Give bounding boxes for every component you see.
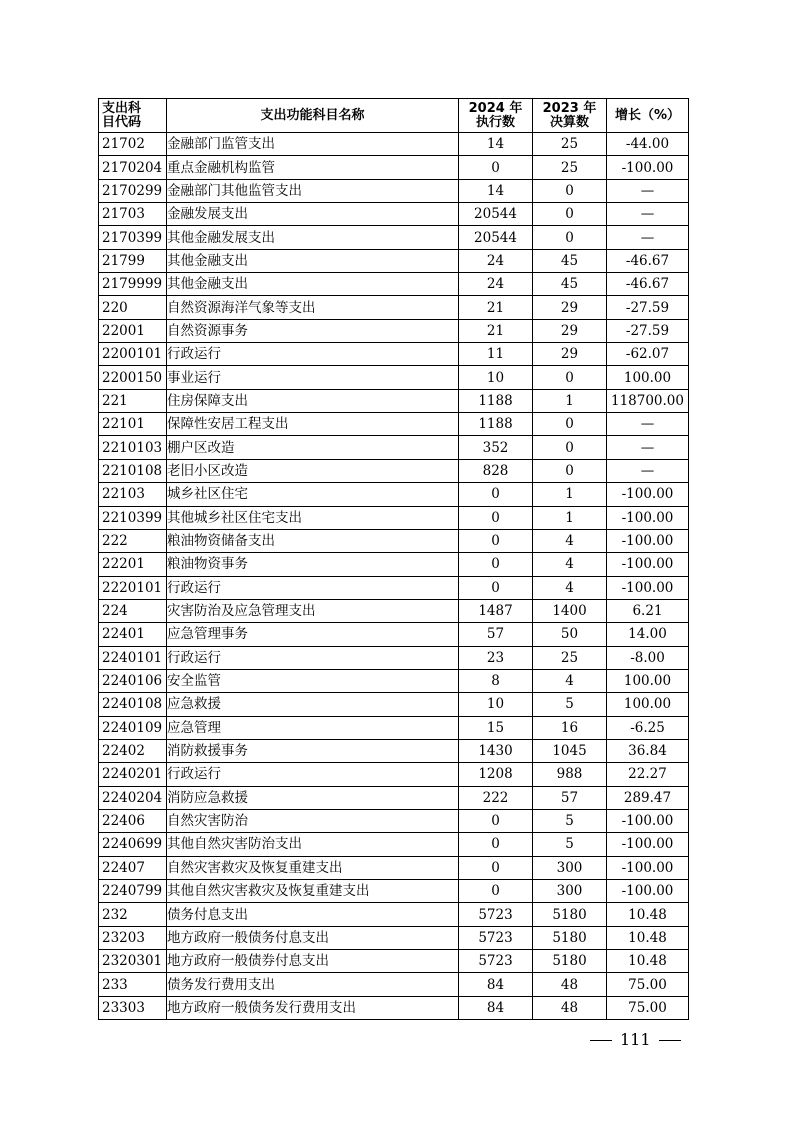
row-name-cell: 应急管理事务 — [167, 623, 459, 646]
row-2024-cell: 222 — [459, 786, 533, 809]
table-row — [99, 483, 689, 506]
table-row — [99, 576, 689, 599]
row-growth-cell: -100.00 — [607, 880, 689, 903]
row-name-cell: 其他自然灾害救灾及恢复重建支出 — [167, 880, 459, 903]
row-2023-cell: 29 — [533, 319, 607, 342]
table-row — [99, 226, 689, 249]
row-name-cell: 自然资源事务 — [167, 319, 459, 342]
row-2023-cell: 0 — [533, 413, 607, 436]
row-code-cell: 2170399 — [99, 226, 167, 249]
row-growth-cell: -100.00 — [607, 833, 689, 856]
row-code-cell: 2240106 — [99, 669, 167, 692]
row-name-cell: 行政运行 — [167, 646, 459, 669]
row-growth-cell: -100.00 — [607, 553, 689, 576]
table-row — [99, 950, 689, 973]
table-row — [99, 669, 689, 692]
table-row — [99, 623, 689, 646]
page-number: 111 — [620, 1030, 651, 1049]
row-growth-cell: 100.00 — [607, 669, 689, 692]
row-growth-cell: -100.00 — [607, 529, 689, 552]
row-growth-cell: 10.48 — [607, 903, 689, 926]
row-2023-cell: 48 — [533, 996, 607, 1019]
row-name-cell: 金融部门监管支出 — [167, 133, 459, 156]
row-2023-cell: 1 — [533, 389, 607, 412]
row-name-cell: 城乡社区住宅 — [167, 483, 459, 506]
row-growth-cell: -27.59 — [607, 296, 689, 319]
table-row — [99, 529, 689, 552]
row-2024-cell: 5723 — [459, 926, 533, 949]
row-name-cell: 重点金融机构监管 — [167, 156, 459, 179]
row-2024-cell: 84 — [459, 973, 533, 996]
row-name-cell: 灾害防治及应急管理支出 — [167, 599, 459, 622]
table-header-row — [99, 99, 689, 133]
table-row — [99, 366, 689, 389]
row-2024-cell: 20544 — [459, 203, 533, 226]
row-growth-cell: -100.00 — [607, 576, 689, 599]
table-row — [99, 880, 689, 903]
row-growth-cell: -100.00 — [607, 156, 689, 179]
row-code-cell: 2210108 — [99, 459, 167, 482]
row-2023-cell: 5180 — [533, 950, 607, 973]
row-growth-cell: 75.00 — [607, 973, 689, 996]
row-2023-cell: 16 — [533, 716, 607, 739]
row-growth-cell: -100.00 — [607, 483, 689, 506]
header-2023 — [533, 99, 607, 133]
row-growth-cell: 118700.00 — [607, 389, 689, 412]
row-2023-cell: 300 — [533, 856, 607, 879]
table-row — [99, 833, 689, 856]
row-code-cell: 224 — [99, 599, 167, 622]
row-growth-cell: 10.48 — [607, 926, 689, 949]
row-2024-cell: 1188 — [459, 413, 533, 436]
table-row — [99, 786, 689, 809]
row-name-cell: 金融部门其他监管支出 — [167, 179, 459, 202]
row-code-cell: 22406 — [99, 809, 167, 832]
row-2023-cell: 29 — [533, 343, 607, 366]
row-2023-cell: 0 — [533, 459, 607, 482]
row-2024-cell: 1430 — [459, 739, 533, 762]
row-name-cell: 老旧小区改造 — [167, 459, 459, 482]
row-growth-cell: -62.07 — [607, 343, 689, 366]
row-code-cell: 22407 — [99, 856, 167, 879]
budget-expenditure-table — [98, 98, 689, 1020]
row-2024-cell: 5723 — [459, 950, 533, 973]
row-code-cell: 2240201 — [99, 763, 167, 786]
row-2023-cell: 25 — [533, 646, 607, 669]
row-2023-cell: 45 — [533, 249, 607, 272]
table-row — [99, 459, 689, 482]
table-row — [99, 296, 689, 319]
row-code-cell: 2240108 — [99, 693, 167, 716]
row-code-cell: 2240109 — [99, 716, 167, 739]
row-code-cell: 2210399 — [99, 506, 167, 529]
row-2023-cell: 29 — [533, 296, 607, 319]
row-2024-cell: 1208 — [459, 763, 533, 786]
row-code-cell: 22402 — [99, 739, 167, 762]
row-2023-cell: 1 — [533, 483, 607, 506]
header-growth — [607, 99, 689, 133]
row-2024-cell: 10 — [459, 693, 533, 716]
row-code-cell: 2220101 — [99, 576, 167, 599]
table-row — [99, 763, 689, 786]
table-row — [99, 389, 689, 412]
row-2024-cell: 57 — [459, 623, 533, 646]
row-2023-cell: 5180 — [533, 903, 607, 926]
table-row — [99, 506, 689, 529]
row-2023-cell: 988 — [533, 763, 607, 786]
row-2023-cell: 5 — [533, 833, 607, 856]
table-row — [99, 133, 689, 156]
row-name-cell: 债务发行费用支出 — [167, 973, 459, 996]
row-name-cell: 行政运行 — [167, 576, 459, 599]
row-growth-cell: 100.00 — [607, 693, 689, 716]
row-2024-cell: 20544 — [459, 226, 533, 249]
row-growth-cell: -44.00 — [607, 133, 689, 156]
row-code-cell: 233 — [99, 973, 167, 996]
row-code-cell: 2210103 — [99, 436, 167, 459]
row-growth-cell: -100.00 — [607, 856, 689, 879]
page-footer — [590, 1030, 681, 1049]
table-row — [99, 273, 689, 296]
row-2023-cell: 45 — [533, 273, 607, 296]
table-row — [99, 646, 689, 669]
row-2023-cell: 48 — [533, 973, 607, 996]
row-name-cell: 债务付息支出 — [167, 903, 459, 926]
table-row — [99, 809, 689, 832]
row-name-cell: 地方政府一般债务付息支出 — [167, 926, 459, 949]
row-2024-cell: 14 — [459, 179, 533, 202]
row-name-cell: 行政运行 — [167, 343, 459, 366]
row-code-cell: 22103 — [99, 483, 167, 506]
row-2024-cell: 21 — [459, 296, 533, 319]
row-growth-cell: 36.84 — [607, 739, 689, 762]
row-code-cell: 220 — [99, 296, 167, 319]
row-growth-cell: 100.00 — [607, 366, 689, 389]
row-2024-cell: 0 — [459, 506, 533, 529]
row-name-cell: 地方政府一般债券付息支出 — [167, 950, 459, 973]
row-name-cell: 应急救援 — [167, 693, 459, 716]
header-code — [99, 99, 167, 133]
row-code-cell: 221 — [99, 389, 167, 412]
row-name-cell: 保障性安居工程支出 — [167, 413, 459, 436]
row-code-cell: 2170204 — [99, 156, 167, 179]
row-code-cell: 21703 — [99, 203, 167, 226]
row-name-cell: 安全监管 — [167, 669, 459, 692]
header-2023-line-2: 决算数 — [549, 114, 589, 130]
header-2024 — [459, 99, 533, 133]
row-growth-cell: — — [607, 226, 689, 249]
row-growth-cell: 14.00 — [607, 623, 689, 646]
row-code-cell: 2240204 — [99, 786, 167, 809]
row-code-cell: 222 — [99, 529, 167, 552]
row-2023-cell: 25 — [533, 156, 607, 179]
row-name-cell: 粮油物资储备支出 — [167, 529, 459, 552]
row-2023-cell: 5180 — [533, 926, 607, 949]
table-row — [99, 156, 689, 179]
row-2024-cell: 10 — [459, 366, 533, 389]
row-growth-cell: — — [607, 436, 689, 459]
header-2024-line-1: 2024 年 — [468, 100, 523, 116]
row-name-cell: 行政运行 — [167, 763, 459, 786]
table-row — [99, 693, 689, 716]
row-name-cell: 事业运行 — [167, 366, 459, 389]
row-2023-cell: 5 — [533, 809, 607, 832]
row-name-cell: 住房保障支出 — [167, 389, 459, 412]
table-row — [99, 739, 689, 762]
row-code-cell: 23303 — [99, 996, 167, 1019]
row-growth-cell: -100.00 — [607, 809, 689, 832]
table-body — [99, 133, 689, 1020]
row-2023-cell: 0 — [533, 436, 607, 459]
row-name-cell: 自然灾害救灾及恢复重建支出 — [167, 856, 459, 879]
row-code-cell: 21702 — [99, 133, 167, 156]
row-name-cell: 其他金融支出 — [167, 249, 459, 272]
row-growth-cell: -46.67 — [607, 249, 689, 272]
row-code-cell: 2240699 — [99, 833, 167, 856]
row-name-cell: 自然灾害防治 — [167, 809, 459, 832]
row-code-cell: 22401 — [99, 623, 167, 646]
row-growth-cell: -6.25 — [607, 716, 689, 739]
header-code-line-2: 目代码 — [102, 114, 142, 130]
row-2023-cell: 25 — [533, 133, 607, 156]
row-2024-cell: 24 — [459, 273, 533, 296]
row-name-cell: 自然资源海洋气象等支出 — [167, 296, 459, 319]
row-name-cell: 金融发展支出 — [167, 203, 459, 226]
row-2023-cell: 0 — [533, 226, 607, 249]
row-growth-cell: 6.21 — [607, 599, 689, 622]
row-2023-cell: 1045 — [533, 739, 607, 762]
row-name-cell: 其他自然灾害防治支出 — [167, 833, 459, 856]
row-2024-cell: 24 — [459, 249, 533, 272]
row-2023-cell: 0 — [533, 366, 607, 389]
header-2023-line-1: 2023 年 — [542, 100, 597, 116]
row-2024-cell: 0 — [459, 156, 533, 179]
header-2024-line-2: 执行数 — [475, 114, 515, 130]
row-code-cell: 2200101 — [99, 343, 167, 366]
row-name-cell: 消防救援事务 — [167, 739, 459, 762]
row-growth-cell: -27.59 — [607, 319, 689, 342]
row-name-cell: 消防应急救援 — [167, 786, 459, 809]
row-2023-cell: 4 — [533, 576, 607, 599]
row-2024-cell: 1188 — [459, 389, 533, 412]
table-row — [99, 973, 689, 996]
table-row — [99, 599, 689, 622]
row-2024-cell: 0 — [459, 833, 533, 856]
row-2024-cell: 84 — [459, 996, 533, 1019]
row-growth-cell: — — [607, 179, 689, 202]
row-growth-cell: — — [607, 459, 689, 482]
row-2024-cell: 1487 — [459, 599, 533, 622]
table-row — [99, 203, 689, 226]
row-growth-cell: — — [607, 203, 689, 226]
row-name-cell: 地方政府一般债务发行费用支出 — [167, 996, 459, 1019]
row-growth-cell: 75.00 — [607, 996, 689, 1019]
table-row — [99, 856, 689, 879]
row-2024-cell: 0 — [459, 880, 533, 903]
table-row — [99, 996, 689, 1019]
row-2023-cell: 50 — [533, 623, 607, 646]
row-code-cell: 2240799 — [99, 880, 167, 903]
table-row — [99, 319, 689, 342]
table-row — [99, 716, 689, 739]
row-2023-cell: 0 — [533, 179, 607, 202]
row-code-cell: 23203 — [99, 926, 167, 949]
row-2024-cell: 0 — [459, 856, 533, 879]
row-growth-cell: -8.00 — [607, 646, 689, 669]
row-name-cell: 其他城乡社区住宅支出 — [167, 506, 459, 529]
row-growth-cell: 10.48 — [607, 950, 689, 973]
row-name-cell: 粮油物资事务 — [167, 553, 459, 576]
row-name-cell: 应急管理 — [167, 716, 459, 739]
footer-dash-right — [659, 1040, 681, 1041]
header-name-line-1: 支出功能科目名称 — [260, 107, 365, 123]
row-2023-cell: 4 — [533, 669, 607, 692]
table-row — [99, 179, 689, 202]
table-row — [99, 553, 689, 576]
table-row — [99, 249, 689, 272]
row-2024-cell: 0 — [459, 809, 533, 832]
row-code-cell: 232 — [99, 903, 167, 926]
row-code-cell: 2240101 — [99, 646, 167, 669]
row-code-cell: 2170299 — [99, 179, 167, 202]
row-code-cell: 2179999 — [99, 273, 167, 296]
row-growth-cell: 289.47 — [607, 786, 689, 809]
row-2024-cell: 0 — [459, 483, 533, 506]
row-2023-cell: 1 — [533, 506, 607, 529]
row-growth-cell: — — [607, 413, 689, 436]
row-2024-cell: 21 — [459, 319, 533, 342]
row-2024-cell: 0 — [459, 553, 533, 576]
row-2024-cell: 23 — [459, 646, 533, 669]
row-growth-cell: -46.67 — [607, 273, 689, 296]
row-name-cell: 其他金融支出 — [167, 273, 459, 296]
row-2024-cell: 828 — [459, 459, 533, 482]
table-row — [99, 926, 689, 949]
row-2024-cell: 14 — [459, 133, 533, 156]
row-2023-cell: 4 — [533, 553, 607, 576]
row-2023-cell: 300 — [533, 880, 607, 903]
row-2024-cell: 352 — [459, 436, 533, 459]
row-code-cell: 21799 — [99, 249, 167, 272]
row-code-cell: 22001 — [99, 319, 167, 342]
header-name — [167, 99, 459, 133]
row-code-cell: 22101 — [99, 413, 167, 436]
row-name-cell: 其他金融发展支出 — [167, 226, 459, 249]
row-2024-cell: 11 — [459, 343, 533, 366]
row-2023-cell: 5 — [533, 693, 607, 716]
footer-dash-left — [590, 1040, 612, 1041]
row-2023-cell: 1400 — [533, 599, 607, 622]
row-growth-cell: -100.00 — [607, 506, 689, 529]
row-2024-cell: 8 — [459, 669, 533, 692]
row-2024-cell: 0 — [459, 576, 533, 599]
table-row — [99, 413, 689, 436]
row-2024-cell: 15 — [459, 716, 533, 739]
header-code-line-1: 支出科 — [102, 100, 142, 116]
row-2024-cell: 5723 — [459, 903, 533, 926]
row-name-cell: 棚户区改造 — [167, 436, 459, 459]
row-2023-cell: 4 — [533, 529, 607, 552]
row-growth-cell: 22.27 — [607, 763, 689, 786]
row-code-cell: 2200150 — [99, 366, 167, 389]
header-growth-line-1: 增长（%） — [614, 107, 681, 123]
row-2023-cell: 0 — [533, 203, 607, 226]
row-2023-cell: 57 — [533, 786, 607, 809]
row-code-cell: 2320301 — [99, 950, 167, 973]
row-code-cell: 22201 — [99, 553, 167, 576]
table-row — [99, 903, 689, 926]
table-row — [99, 436, 689, 459]
row-2024-cell: 0 — [459, 529, 533, 552]
table-row — [99, 343, 689, 366]
